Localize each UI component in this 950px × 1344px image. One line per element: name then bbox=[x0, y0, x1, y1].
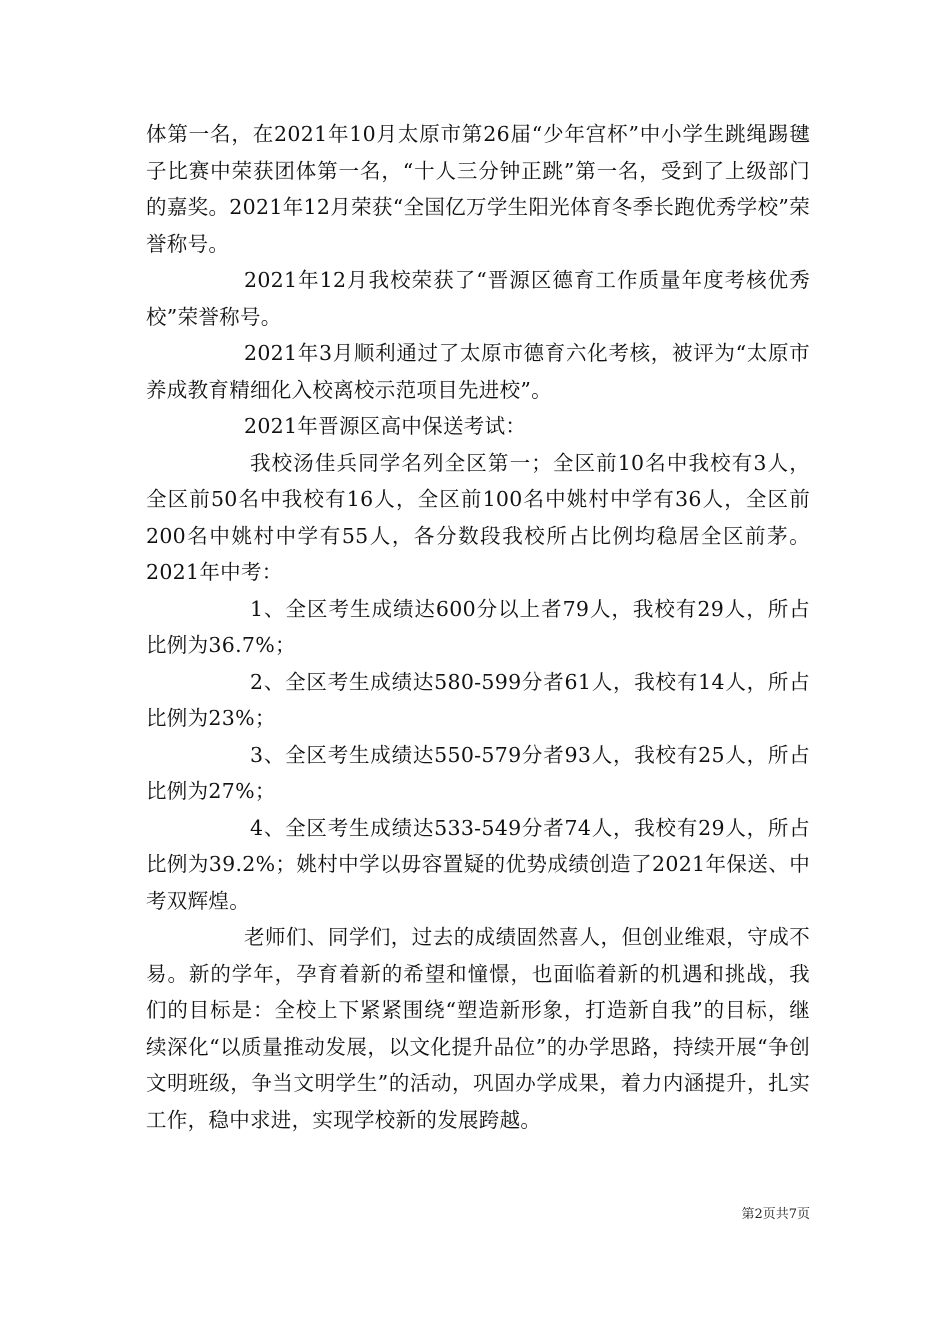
paragraph-score-band-2: 2、全区考生成绩达580-599分者61人，我校有14人，所占比例为23%； bbox=[146, 669, 810, 730]
paragraph-city-assessment: 2021年3月顺利通过了太原市德育六化考核，被评为“太原市养成教育精细化入校离校示范项目先进校”。 bbox=[146, 341, 810, 402]
paragraph-moral-education-award: 2021年12月我校荣获了“晋源区德育工作质量年度考核优秀校”荣誉称号。 bbox=[146, 268, 810, 329]
document-body bbox=[146, 116, 810, 1138]
paragraph-score-band-1: 1、全区考生成绩达600分以上者79人，我校有29人，所占比例为36.7%； bbox=[146, 596, 810, 657]
paragraph-sports-awards: 体第一名，在2021年10月太原市第26届“少年宫杯”中小学生跳绳踢毽子比赛中荣获团体第一名，“十人三分钟正跳”第一名，受到了上级部门的嘉奖。2021年12月荣获“全国亿万学生阳光体育冬季长跑优秀学校”荣誉称号。 bbox=[146, 122, 810, 256]
paragraph-exam-ranking: 我校汤佳兵同学名列全区第一；全区前10名中我校有3人，全区前50名中我校有16人，全区前100名中姚村中学有36人，全区前200名中姚村中学有55人，各分数段我校所占比例均稳居全区前茅。2021年中考： bbox=[146, 450, 810, 584]
paragraph-goals: 老师们、同学们，过去的成绩固然喜人，但创业维艰，守成不易。新的学年，孕育着新的希望和憧憬，也面临着新的机遇和挑战，我们的目标是：全校上下紧紧围绕“塑造新形象，打造新自我”的目标，继续深化“以质量推动发展，以文化提升品位”的办学思路，持续开展“争创文明班级，争当文明学生”的活动，巩固办学成果，着力内涵提升，扎实工作，稳中求进，实现学校新的发展跨越。 bbox=[146, 925, 810, 1132]
page-number-footer: 第2页共7页 bbox=[741, 1207, 810, 1222]
paragraph-score-band-3: 3、全区考生成绩达550-579分者93人，我校有25人，所占比例为27%； bbox=[146, 742, 810, 803]
paragraph-score-band-4: 4、全区考生成绩达533-549分者74人，我校有29人，所占比例为39.2%；姚村中学以毋容置疑的优势成绩创造了2021年保送、中考双辉煌。 bbox=[146, 815, 810, 913]
paragraph-exam-heading: 2021年晋源区高中保送考试： bbox=[244, 414, 527, 438]
